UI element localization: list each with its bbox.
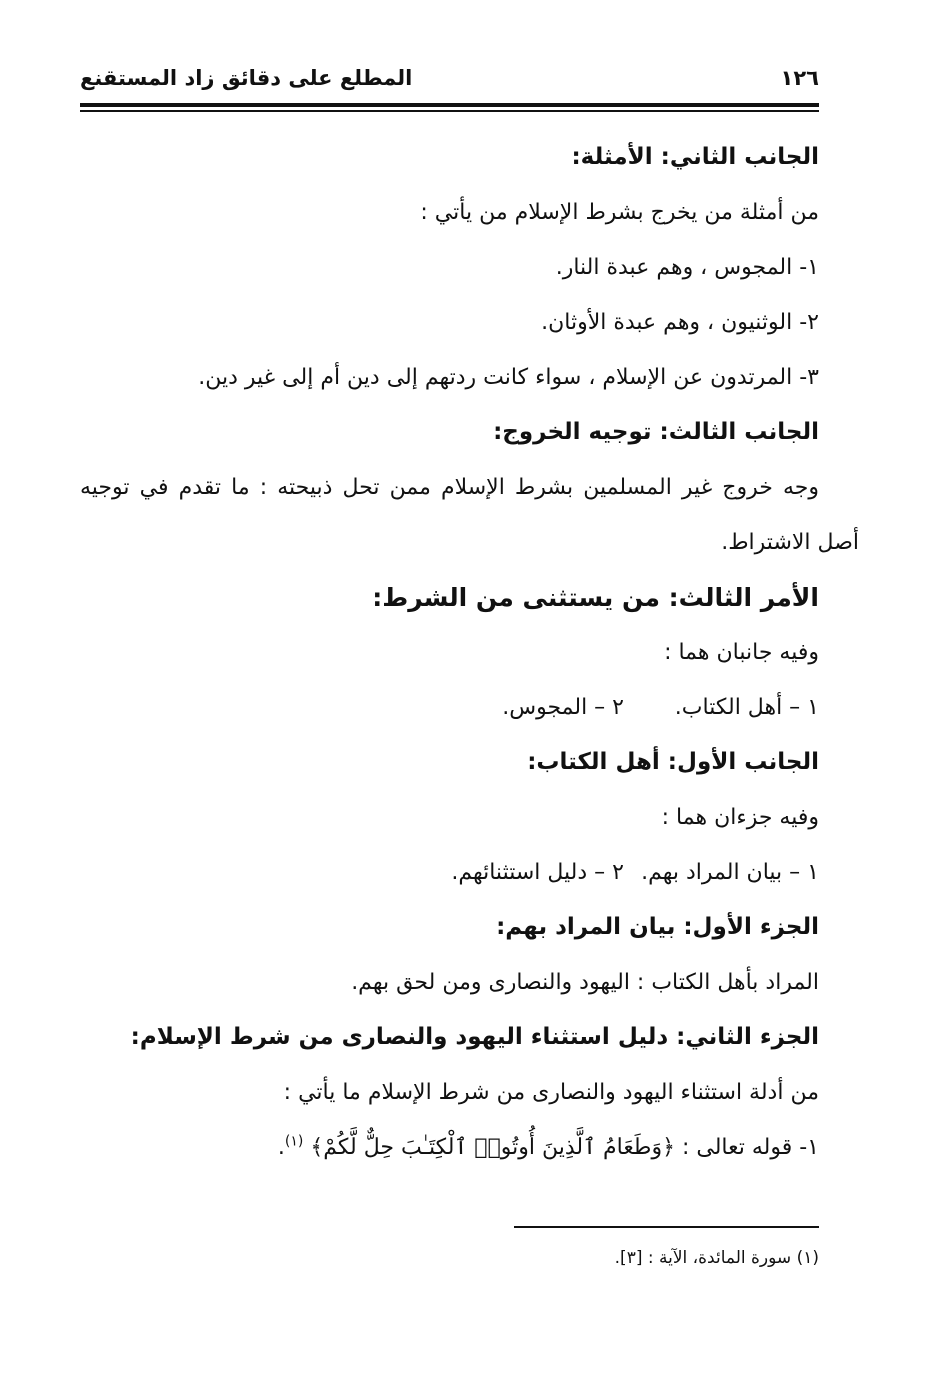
paragraph: المراد بأهل الكتاب : اليهود والنصارى ومن لحق بهم. <box>351 970 819 995</box>
paragraph: من أمثلة من يخرج بشرط الإسلام من يأتي : <box>420 200 819 225</box>
two-column-list <box>80 680 819 735</box>
section-heading: الجزء الثاني: دليل استثناء اليهود والنصارى من شرط الإسلام: <box>130 1024 819 1050</box>
paragraph: وفيه جزءان هما : <box>661 805 819 830</box>
list-item: ٣- المرتدون عن الإسلام ، سواء كانت ردتهم إلى دين أم إلى غير دين. <box>198 365 819 390</box>
header-rule-thin <box>80 110 819 112</box>
paragraph: من أدلة استثناء اليهود والنصارى من شرط الإسلام ما يأتي : <box>283 1080 819 1105</box>
list-item: ١ – أهل الكتاب. <box>674 695 819 720</box>
page-body <box>80 130 859 1175</box>
list-item-prefix: ١- قوله تعالى : <box>681 1135 819 1160</box>
page-header <box>80 62 819 98</box>
full-stop: . <box>277 1135 285 1160</box>
main-heading: الأمر الثالث: من يستثنى من الشرط: <box>372 583 819 612</box>
header-rule-thick <box>80 103 819 107</box>
list-item: ٢ – دليل استثنائهم. <box>451 860 624 885</box>
footnote-rule <box>514 1226 819 1228</box>
section-heading: الجانب الأول: أهل الكتاب: <box>527 749 819 775</box>
footnote: (١) سورة المائدة، الآية : [٣]. <box>614 1248 819 1268</box>
two-column-list <box>80 845 819 900</box>
paragraph: وجه خروج غير المسلمين بشرط الإسلام ممن تحل ذبيحته : ما تقدم في توجيه <box>80 475 819 500</box>
list-item: ٢ – المجوس. <box>502 695 624 720</box>
list-item: ١- المجوس ، وهم عبدة النار. <box>555 255 819 280</box>
section-heading: الجانب الثاني: الأمثلة: <box>571 144 819 170</box>
section-heading: الجزء الأول: بيان المراد بهم: <box>496 914 819 940</box>
list-item: ٢- الوثنيون ، وهم عبدة الأوثان. <box>541 310 819 335</box>
section-heading: الجانب الثالث: توجيه الخروج: <box>493 419 819 445</box>
paragraph-continuation: أصل الاشتراط. <box>721 530 859 555</box>
page-number: ١٢٦ <box>780 66 819 90</box>
footnote-marker: (١) <box>284 1133 304 1150</box>
paragraph: وفيه جانبان هما : <box>664 640 819 665</box>
list-item-quran <box>80 1120 819 1175</box>
list-item: ١ – بيان المراد بهم. <box>641 860 819 885</box>
quran-quote: ﴿وَطَعَامُ ٱلَّذِينَ أُوتُوا۟ ٱلْكِتَـٰبَ حِلٌّ لَّكُمْ﴾ <box>310 1135 675 1160</box>
running-title: المطلع على دقائق زاد المستقنع <box>80 66 413 90</box>
